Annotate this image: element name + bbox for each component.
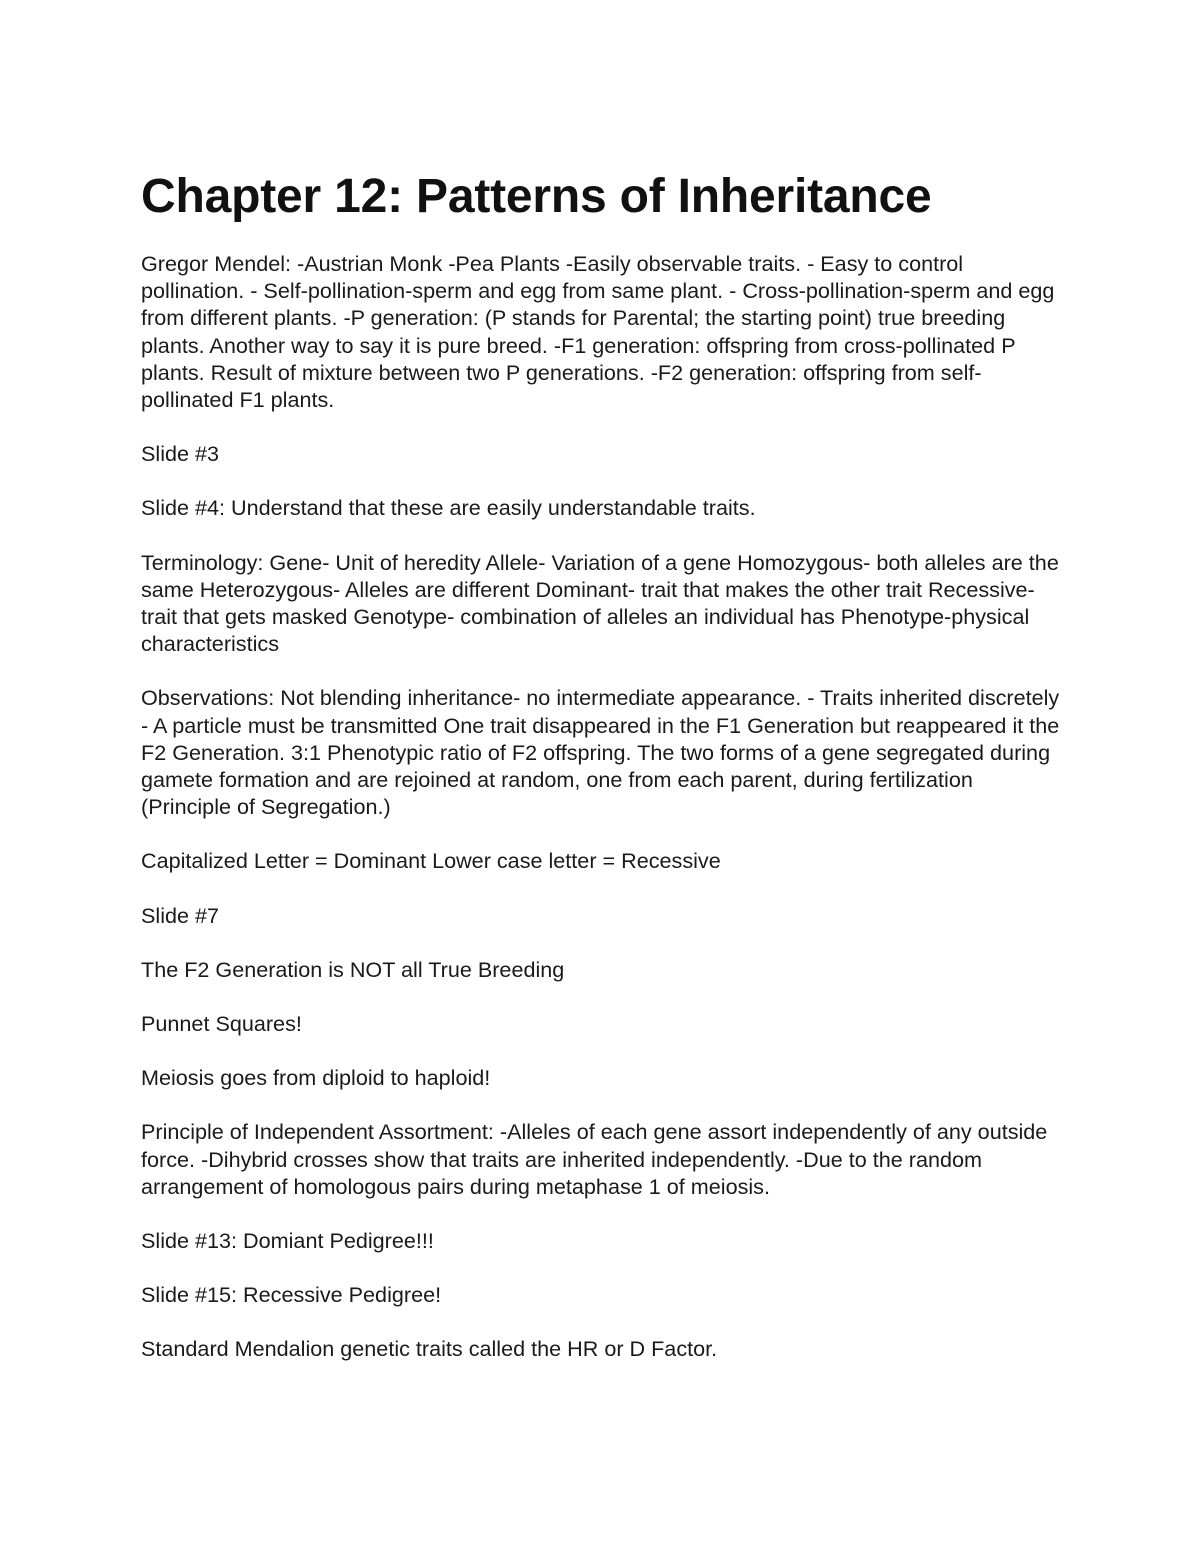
paragraph-observations: Observations: Not blending inheritance- no intermediate appearance. - Traits inherited discretely - A particle must be transmitted One trait disappeared in the F1 Generation but reappeared it the F2 Generation. 3:1 Phenotypic ratio of F2 offspring. The two forms of a gene segregated during gamete formation and are rejoined at random, one from each parent, during fertilization (Principle of Segregation.): [141, 685, 1060, 820]
paragraph-terminology: Terminology: Gene- Unit of heredity Allele- Variation of a gene Homozygous- both alleles are the same Heterozygous- Alleles are different Dominant- trait that makes the other trait Recessive- trait that gets masked Genotype- combination of alleles an individual has Phenotype-physical characteristics: [141, 549, 1059, 657]
paragraph-slide-13: Slide #13: Domiant Pedigree!!!: [141, 1228, 434, 1254]
paragraph-mendelian-traits: Standard Mendalion genetic traits called the HR or D Factor.: [141, 1336, 718, 1362]
paragraph-f2-generation: The F2 Generation is NOT all True Breeding: [141, 956, 565, 982]
paragraph-meiosis: Meiosis goes from diploid to haploid!: [141, 1065, 491, 1091]
paragraph-slide-4: Slide #4: Understand that these are easily understandable traits.: [141, 495, 756, 521]
paragraph-punnet-squares: Punnet Squares!: [141, 1011, 302, 1037]
page-title: Chapter 12: Patterns of Inheritance: [141, 170, 932, 223]
paragraph-notation: Capitalized Letter = Dominant Lower case letter = Recessive: [141, 848, 721, 874]
paragraph-slide-15: Slide #15: Recessive Pedigree!: [141, 1282, 442, 1308]
paragraph-slide-7: Slide #7: [141, 902, 220, 928]
document-body: [141, 168, 1066, 1363]
paragraph-slide-3: Slide #3: [141, 441, 220, 467]
paragraph-independent-assortment: Principle of Independent Assortment: -Alleles of each gene assort independently of any outside force. -Dihybrid crosses show that traits are inherited independently. -Due to the random arrangement of homologous pairs during metaphase 1 of meiosis.: [141, 1119, 1048, 1199]
paragraph-gregor-mendel: Gregor Mendel: -Austrian Monk -Pea Plants -Easily observable traits. - Easy to control pollination. - Self-pollination-sperm and egg from same plant. - Cross-pollination-sperm and egg from different plants. -P generation: (P stands for Parental; the starting point) true breeding plants. Another way to say it is pure breed. -F1 generation: offspring from cross-pollinated P plants. Result of mixture between two P generations. -F2 generation: offspring from self-pollinated F1 plants.: [141, 251, 1055, 413]
